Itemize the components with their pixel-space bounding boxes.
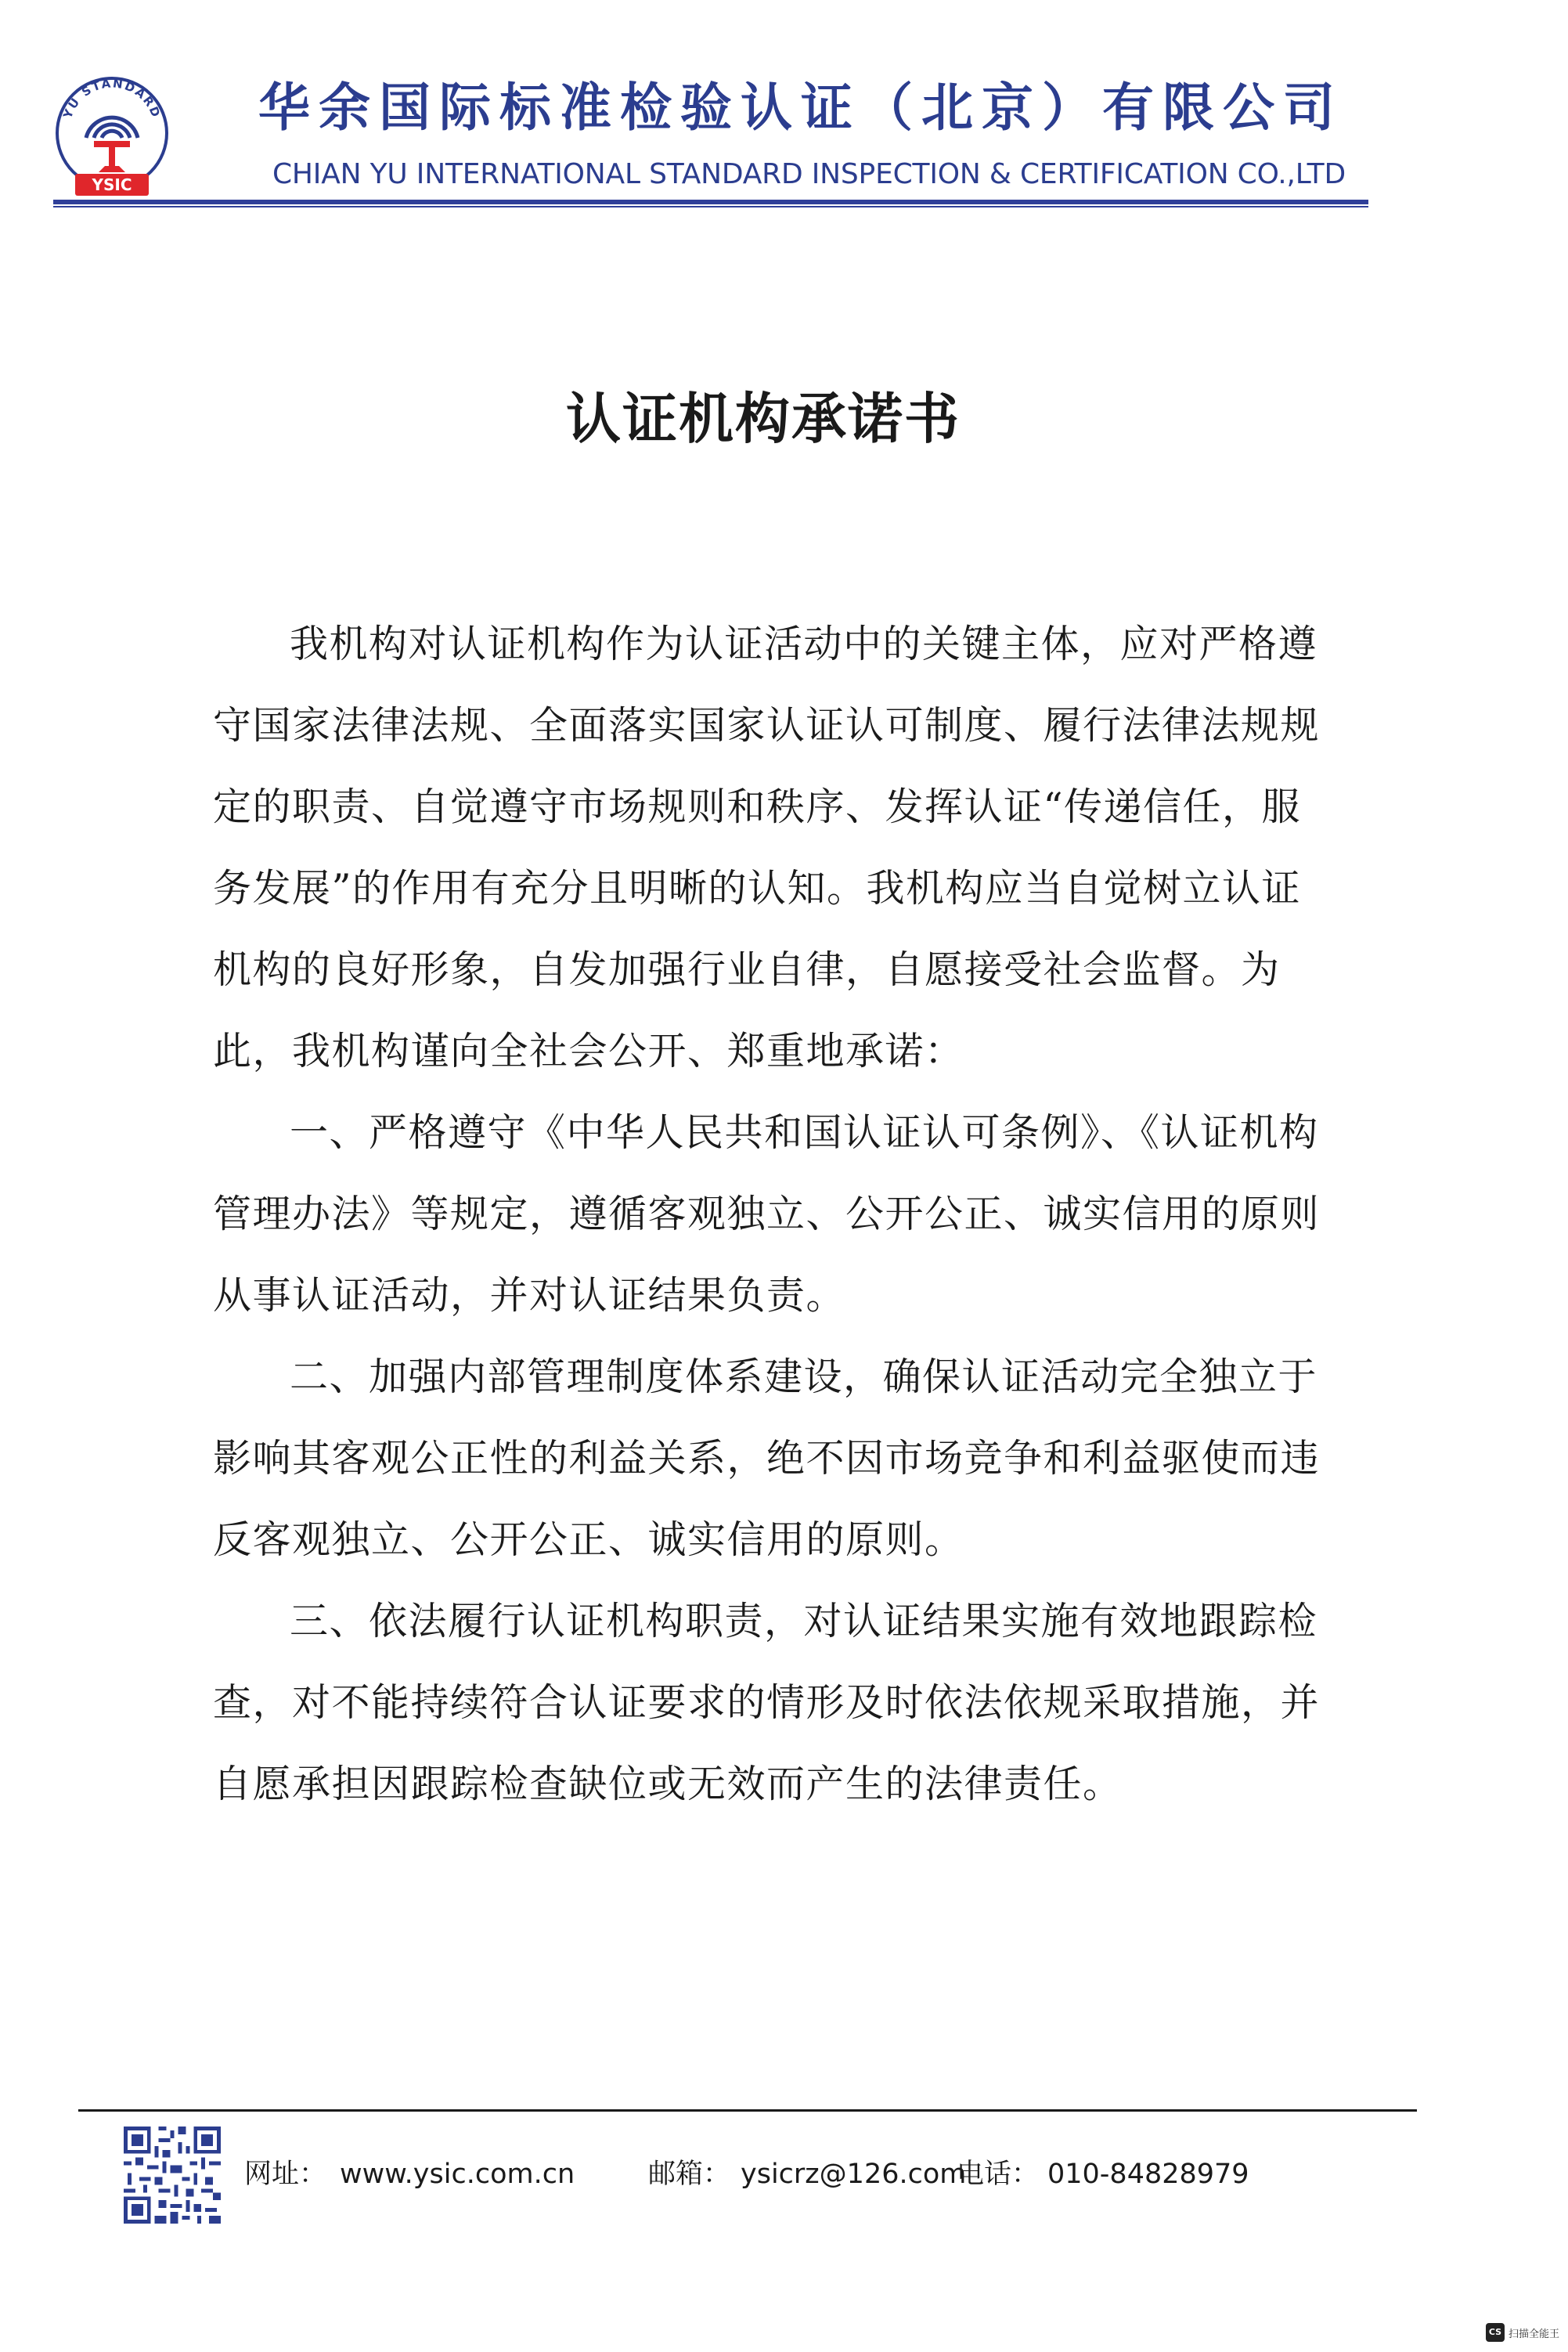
logo-ring-text: YU STANDARD xyxy=(60,76,164,121)
email-link[interactable]: ysicrz@126.com xyxy=(741,2159,967,2190)
scanner-watermark xyxy=(1486,2321,1559,2344)
website-label: 网址： xyxy=(244,2159,327,2190)
phone-number[interactable]: 010-84828979 xyxy=(1047,2159,1249,2190)
company-name-en: CHIAN YU INTERNATIONAL STANDARD INSPECTION & CERTIFICATION CO.,LTD xyxy=(272,158,1346,190)
phone-label: 电话： xyxy=(957,2159,1040,2190)
company-logo xyxy=(53,66,171,199)
scanner-logo-icon: CS xyxy=(1486,2323,1505,2342)
document-title: 认证机构承诺书 xyxy=(566,387,961,451)
email-label: 邮箱： xyxy=(648,2159,731,2190)
document-body xyxy=(213,604,1325,1825)
intro-paragraph: 我机构对认证机构作为认证活动中的关键主体，应对严格遵守国家法律法规、全面落实国家认证认可制度、履行法律法规规定的职责、自觉遵守市场规则和秩序、发挥认证“传递信任，服务发展”的作用有充分且明晰的认知。我机构应当自觉树立认证机构的良好形象，自发加强行业自律，自愿接受社会监督。为此，我机构谨向全社会公开、郑重地承诺： xyxy=(213,622,1321,1073)
company-name-cn: 华余国际标准检验认证（北京）有限公司 xyxy=(258,78,1343,138)
header-divider-thin xyxy=(53,206,1368,207)
qr-code-icon xyxy=(124,2127,221,2224)
scanner-watermark-text: 扫描全能王 xyxy=(1509,2328,1560,2340)
commitment-two: 二、加强内部管理制度体系建设，确保认证活动完全独立于影响其客观公正性的利益关系，绝不因市场竞争和利益驱使而违反客观独立、公开公正、诚实信用的原则。 xyxy=(213,1355,1321,1562)
footer-divider xyxy=(78,2109,1417,2112)
header-divider xyxy=(53,200,1368,204)
svg-text:YU STANDARD xyxy=(60,76,164,121)
commitment-one: 一、严格遵守《中华人民共和国认证认可条例》、《认证机构管理办法》等规定，遵循客观独立、公开公正、诚实信用的原则从事认证活动，并对认证结果负责。 xyxy=(213,1110,1321,1318)
website-link[interactable]: www.ysic.com.cn xyxy=(340,2159,575,2190)
logo-badge-text: YSIC xyxy=(92,175,132,194)
commitment-three: 三、依法履行认证机构职责，对认证结果实施有效地跟踪检查，对不能持续符合认证要求的情形及时依法依规采取措施，并自愿承担因跟踪检查缺位或无效而产生的法律责任。 xyxy=(213,1599,1321,1806)
